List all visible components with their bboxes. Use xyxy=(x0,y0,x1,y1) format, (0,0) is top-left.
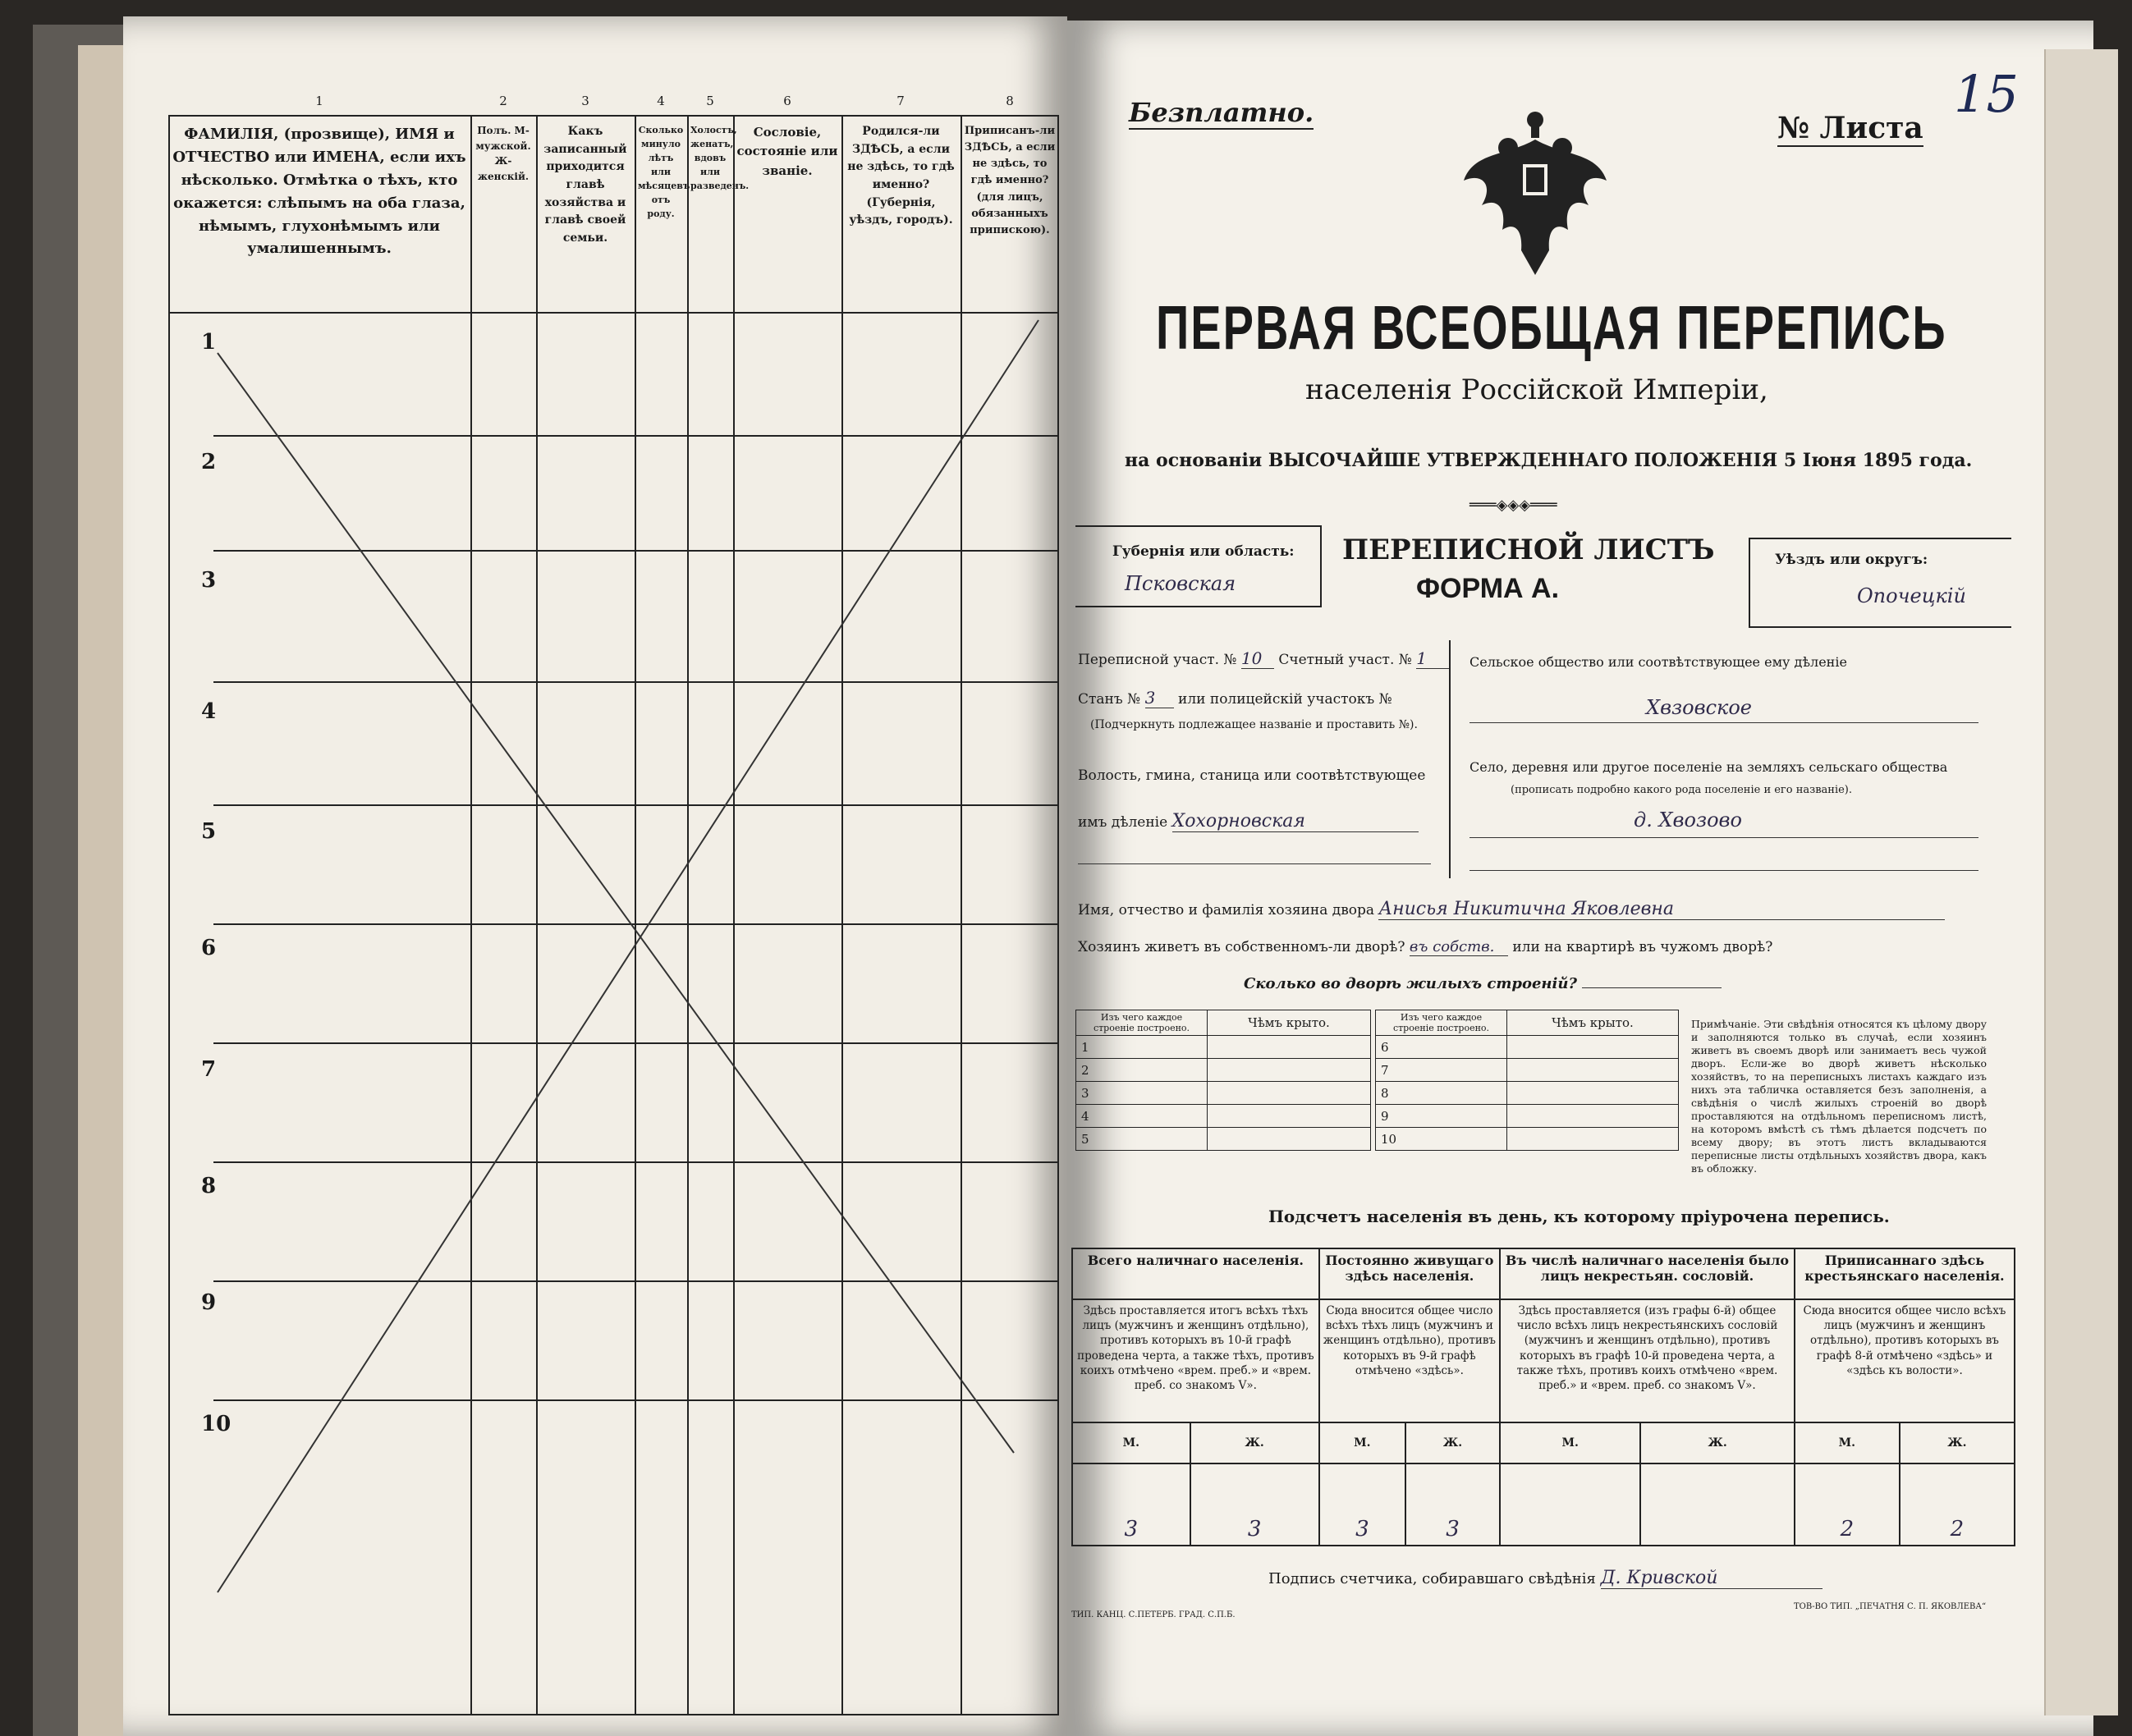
uezd-label: Уѣздъ или округъ: xyxy=(1775,552,1928,568)
count-female-value: 3 xyxy=(1405,1463,1500,1546)
col-number: 6 xyxy=(783,94,791,108)
cross-out-line xyxy=(218,353,1014,1453)
ornament-divider: ═══◈◈◈═══ xyxy=(1469,497,1557,514)
volost-value: Хохорновская xyxy=(1172,811,1419,832)
female-label: Ж. xyxy=(1190,1422,1319,1463)
lives-label: Хозяинъ живетъ въ собственномъ-ли дворѣ? xyxy=(1078,939,1405,955)
row-number: 8 xyxy=(201,1174,217,1198)
bt-row-num: 5 xyxy=(1076,1128,1208,1151)
count-female-value: 3 xyxy=(1190,1463,1319,1546)
volost-label: Волость, гмина, станица или соотвѣтствующее xyxy=(1078,767,1426,784)
count-col-desc: Здѣсь проставляется итогъ всѣхъ тѣхъ лицъ (мужчинъ и женщинъ отдѣльно), противъ которыхъ въ 10-й графѣ проведена черта, а также тѣхъ, противъ коихъ отмѣчено «врем. преб.» и «врем. преб. со знакомъ V». xyxy=(1072,1299,1319,1422)
row-number: 1 xyxy=(201,330,217,355)
bt-row-num: 6 xyxy=(1376,1036,1507,1059)
village-note: (прописать подробно какого рода поселеніе и его названіе). xyxy=(1511,784,1852,796)
bt-header-material: Изъ чего каждое строеніе построено. xyxy=(1076,1010,1208,1036)
male-label: М. xyxy=(1795,1422,1900,1463)
lives-label-2: или на квартирѣ въ чужомъ дворѣ? xyxy=(1512,939,1773,955)
sheet-number-label xyxy=(1777,111,1923,145)
society-line xyxy=(1469,722,1978,723)
count-col-head: Всего наличнаго населенія. xyxy=(1072,1248,1319,1299)
free-label: Безплатно. xyxy=(1129,97,1314,128)
col-header-age: Сколько минуло лѣтъ или мѣсяцевъ отъ роду. xyxy=(638,125,690,220)
census-section-label: Переписной участ. № xyxy=(1078,652,1237,668)
count-col-desc: Здѣсь проставляется (изъ графы 6-й) общее число всѣхъ лицъ некрестьянскихъ сословій (мужчинъ и женщинъ отдѣльно), противъ которыхъ въ графѣ 10-й проведена черта, а также тѣхъ, противъ коихъ отмѣчено «врем. преб.» и «врем. преб. со знакомъ V». xyxy=(1500,1299,1795,1422)
lives-line xyxy=(1078,938,1772,956)
owner-value: Анисья Никитична Яковлевна xyxy=(1378,899,1945,920)
bt-cell xyxy=(1208,1105,1371,1128)
female-label: Ж. xyxy=(1405,1422,1500,1463)
signature-line xyxy=(1268,1568,1823,1589)
count-title: Подсчетъ населенія въ день, къ которому пріурочена перепись. xyxy=(1268,1207,1890,1226)
buildings-table-b xyxy=(1375,1010,1679,1151)
count-col-head: Въ числѣ наличнаго населенія было лицъ некрестьян. сословій. xyxy=(1500,1248,1795,1299)
owner-line xyxy=(1078,899,1945,920)
count-male-value: 3 xyxy=(1319,1463,1405,1546)
census-table xyxy=(168,94,1063,1715)
row-number: 7 xyxy=(201,1057,217,1082)
page-subtitle: населенія Россійской Имперіи, xyxy=(1305,373,1768,406)
bt-header-roof: Чѣмъ крыто. xyxy=(1507,1010,1679,1036)
bt-cell xyxy=(1507,1059,1679,1082)
volost-line xyxy=(1078,811,1419,832)
male-label: М. xyxy=(1319,1422,1405,1463)
col-header-relation: Какъ записанный приходится главѣ хозяйства и главѣ своей семьи. xyxy=(543,125,627,245)
bt-cell xyxy=(1507,1105,1679,1128)
count-male-value: 2 xyxy=(1795,1463,1900,1546)
gubernia-box xyxy=(1075,525,1322,607)
count-section-value: 1 xyxy=(1416,648,1449,669)
sheet-label: № Листа xyxy=(1777,111,1923,145)
stan-value: 3 xyxy=(1145,688,1174,708)
police-label: или полицейскій участокъ № xyxy=(1178,691,1392,708)
bt-row-num: 3 xyxy=(1076,1082,1208,1105)
bt-row-num: 7 xyxy=(1376,1059,1507,1082)
buildings-line xyxy=(1244,975,1722,992)
row-number: 4 xyxy=(201,699,217,724)
bt-row-num: 1 xyxy=(1076,1036,1208,1059)
count-female-value xyxy=(1640,1463,1795,1546)
signature-label: Подпись счетчика, собиравшаго свѣдѣнія xyxy=(1268,1570,1596,1587)
gubernia-label: Губернія или область: xyxy=(1112,543,1295,560)
row-number: 6 xyxy=(201,936,217,960)
row-number: 5 xyxy=(201,819,217,844)
printer-right: ТОВ-ВО ТИП. „ПЕЧАТНЯ С. П. ЯКОВЛЕВА“ xyxy=(1794,1602,1987,1611)
col-number: 4 xyxy=(657,94,665,108)
bt-header-material: Изъ чего каждое строеніе построено. xyxy=(1376,1010,1507,1036)
bt-cell xyxy=(1208,1128,1371,1151)
village-line xyxy=(1469,837,1978,838)
page-title: ПЕРВАЯ ВСЕОБЩАЯ ПЕРЕПИСЬ xyxy=(1156,292,1947,363)
bt-header-roof: Чѣмъ крыто. xyxy=(1208,1010,1371,1036)
female-label: Ж. xyxy=(1900,1422,2015,1463)
cross-out-line xyxy=(218,320,1038,1592)
count-col-desc: Сюда вносится общее число всѣхъ лицъ (мужчинъ и женщинъ отдѣльно), противъ которыхъ въ графѣ 8-й отмѣчено «здѣсь» и «здѣсь къ волости». xyxy=(1795,1299,2015,1422)
col-header-marital: Холостъ, женатъ, вдовъ или разведенъ. xyxy=(690,125,750,192)
bt-cell xyxy=(1507,1036,1679,1059)
society-label: Сельское общество или соотвѣтствующее ему дѣленіе xyxy=(1469,654,1847,670)
uezd-box xyxy=(1749,538,2011,628)
col-header-name: ФАМИЛІЯ, (прозвище), ИМЯ и ОТЧЕСТВО или ИМЕНА, если ихъ нѣсколько. Отмѣтка о тѣхъ, кто окажется: слѣпымъ на оба глаза, нѣмымъ, глухонѣмымъ или умалишеннымъ. xyxy=(172,126,466,258)
count-female-value: 2 xyxy=(1900,1463,2015,1546)
bt-cell xyxy=(1208,1082,1371,1105)
col-header-sex: Полъ. М-мужской. Ж-женскій. xyxy=(475,125,531,182)
row-number: 9 xyxy=(201,1290,217,1315)
census-section xyxy=(1078,648,1449,669)
buildings-label: Сколько во дворѣ жилыхъ строеній? xyxy=(1244,975,1578,992)
buildings-table-a xyxy=(1075,1010,1371,1151)
cross-out-lines xyxy=(168,312,1059,1625)
sheet-number: 15 xyxy=(1954,64,2019,124)
stan-line xyxy=(1078,688,1392,708)
count-section-label: Счетный участ. № xyxy=(1278,652,1412,668)
col-header-estate: Сословіе, состояніе или званіе. xyxy=(736,125,838,178)
census-section-value: 10 xyxy=(1241,648,1274,669)
double-headed-eagle-icon xyxy=(1457,107,1613,287)
population-count-table xyxy=(1071,1248,2015,1546)
gubernia-value: Псковская xyxy=(1125,572,1236,595)
printer-left: ТИП. КАНЦ. С.ПЕТЕРБ. ГРАД. С.П.Б. xyxy=(1071,1610,1236,1619)
blank-line xyxy=(1078,863,1431,864)
page-stack xyxy=(2044,49,2118,1715)
uezd-value: Опочецкій xyxy=(1857,584,1966,607)
form-subtitle: ФОРМА А. xyxy=(1416,573,1560,604)
owner-label: Имя, отчество и фамилія хозяина двора xyxy=(1078,902,1375,918)
count-col-head: Постоянно живущаго здѣсь населенія. xyxy=(1319,1248,1500,1299)
village-label: Село, деревня или другое поселеніе на земляхъ сельскаго общества xyxy=(1469,759,1948,775)
male-label: М. xyxy=(1072,1422,1190,1463)
col-number: 5 xyxy=(706,94,714,108)
form-title: ПЕРЕПИСНОЙ ЛИСТЪ xyxy=(1342,534,1715,566)
volost-label-2: имъ дѣленіе xyxy=(1078,814,1168,831)
bt-row-num: 10 xyxy=(1376,1128,1507,1151)
count-col-head: Приписаннаго здѣсь крестьянскаго населенія. xyxy=(1795,1248,2015,1299)
count-male-value xyxy=(1500,1463,1640,1546)
col-header-birthplace: Родился-ли ЗДѢСЬ, а если не здѣсь, то гдѣ именно? (Губернія, уѣздъ, городъ). xyxy=(847,125,955,227)
buildings-blank xyxy=(1582,987,1722,988)
bt-row-num: 2 xyxy=(1076,1059,1208,1082)
count-col-desc: Сюда вносится общее число всѣхъ тѣхъ лицъ (мужчинъ и женщинъ отдѣльно), противъ которыхъ въ 9-й графѣ отмѣчено «здѣсь». xyxy=(1319,1299,1500,1422)
lives-value: въ собств. xyxy=(1410,938,1508,956)
basis-line: на основаніи ВЫСОЧАЙШЕ УТВЕРЖДЕННАГО ПОЛОЖЕНІЯ 5 Іюня 1895 года. xyxy=(1125,450,1973,471)
block-divider xyxy=(1449,640,1451,878)
village-line-2 xyxy=(1469,870,1978,871)
bt-cell xyxy=(1208,1036,1371,1059)
bt-row-num: 4 xyxy=(1076,1105,1208,1128)
col-number: 7 xyxy=(896,94,905,108)
stan-label: Станъ № xyxy=(1078,691,1141,708)
bt-cell xyxy=(1507,1128,1679,1151)
row-number: 3 xyxy=(201,568,217,593)
village-value: д. Хвозово xyxy=(1634,808,1742,831)
bt-cell xyxy=(1208,1059,1371,1082)
col-number: 2 xyxy=(499,94,507,108)
society-value: Хвзовское xyxy=(1646,696,1752,719)
signature-value: Д. Кривской xyxy=(1601,1568,1823,1589)
bt-row-num: 9 xyxy=(1376,1105,1507,1128)
col-number: 1 xyxy=(315,94,323,108)
bt-row-num: 8 xyxy=(1376,1082,1507,1105)
col-number: 3 xyxy=(581,94,589,108)
buildings-note: Примѣчаніе. Эти свѣдѣнія относятся къ цѣлому двору и заполняются только въ случаѣ, если хозяинъ живетъ въ своемъ дворѣ или занимаетъ весь чужой дворъ. Если-же во дворѣ живетъ нѣсколько хозяйствъ, то на переписныхъ листахъ каждаго изъ нихъ эта табличка оставляется безъ заполненія, а свѣдѣнія о числѣ жилыхъ строеній во дворѣ проставляются на отдѣльномъ переписномъ листѣ, на которомъ вмѣстѣ съ тѣмъ дѣлается подсчетъ по всему двору; въ этотъ листъ вкладываются переписные листы отдѣльныхъ хозяйствъ двора, какъ въ обложку. xyxy=(1691,1018,1987,1175)
row-number: 10 xyxy=(201,1412,232,1436)
male-label: М. xyxy=(1500,1422,1640,1463)
count-male-value: 3 xyxy=(1072,1463,1190,1546)
female-label: Ж. xyxy=(1640,1422,1795,1463)
row-number: 2 xyxy=(201,450,217,474)
col-number: 8 xyxy=(1006,94,1014,108)
col-header-registered: Приписанъ-ли ЗДѢСЬ, а если не здѣсь, то гдѣ именно? (для лицъ, обязанныхъ припискою). xyxy=(964,125,1056,236)
bt-cell xyxy=(1507,1082,1679,1105)
police-note: (Подчеркнуть подлежащее названіе и проставить №). xyxy=(1090,718,1418,731)
